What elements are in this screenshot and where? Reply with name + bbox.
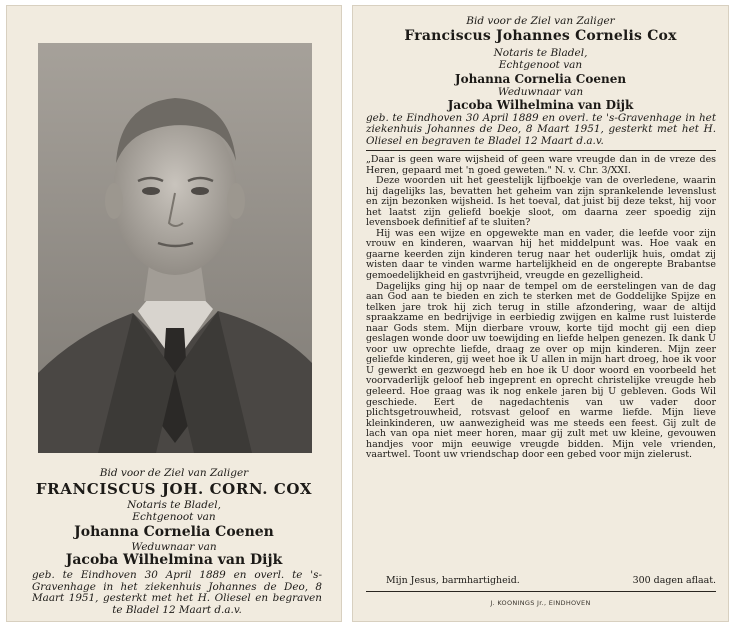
indulgence-text: 300 dagen aflaat. bbox=[632, 575, 716, 586]
deceased-name: FRANCISCUS JOH. CORN. COX bbox=[35, 480, 313, 498]
deceased-name: Franciscus Johannes Cornelis Cox bbox=[404, 28, 677, 44]
birth-death-text: geb. te Eindhoven 30 April 1889 en overl. te 's-Gravenhage in het ziekenhuis Johannes de Deo, 8 Maart 1951, gesterkt met het H. Oliesel en begraven te Bladel 12 Maart d.a.v. bbox=[32, 569, 322, 616]
spouse-name: Johanna Cornelia Coenen bbox=[74, 524, 274, 540]
paragraph: Hij was een wijze en opgewekte man en vader, die leefde voor zijn vrouw en kinderen, waarvan hij het middelpunt was. Hoe vaak en gaarne keerden zijn kinderen terug naar het ouderlijk huis, omdat zij wisten daar te vinden warme hartelijkheid en de ongerepte Brabantse gemoedelijkheid en gastvrijheid, vreugde en gezelligheid. bbox=[366, 227, 716, 282]
spouse-name: Johanna Cornelia Coenen bbox=[454, 72, 627, 86]
first-wife-name: Jacoba Wilhelmina van Dijk bbox=[447, 98, 634, 112]
paragraph: Deze woorden uit het geestelijk lijfboekje van de overledene, waarin hij dagelijks las, bevatten het geheim van zijn sprankelende levenslust en zijn bezonken wijsheid. Is het toeval, dat juist bij deze tekst, hij voor het laatst zijn geliefd boekje sloot, om daarna zeer spoedig zijn levensboek definitief af te sluiten? bbox=[366, 175, 716, 229]
occupation: Notaris te Bladel, bbox=[127, 499, 221, 511]
portrait-photo bbox=[38, 43, 312, 453]
birth-death-text: geb. te Eindhoven 30 April 1889 en overl. te 's-Gravenhage in het ziekenhuis Johannes de Deo, 8 Maart 1951, gesterkt met het H. Oliesel en begraven te Bladel 12 Maart d.a.v. bbox=[366, 112, 716, 147]
paragraph: Dagelijks ging hij op naar de tempel om de eerstelingen van de dag aan God aan te bieden en zich te sterken met de Goddelijke Spijze en telken jare trok hij zich terug in stille afzondering, waar de altijd spraakzame en bedrijvige in eerbiedig zwijgen en kalme rust luisterde naar Gods stem. Mijn dierbare vrouw, korte tijd mocht gij een diep geslagen wonde door uw toewijding en liefde helpen genezen. Ik dank U voor uw oprechte liefde, draag ze over op mijn kinderen. Mijn zeer geliefde kinderen, gij weet hoe ik U allen in mijn hart droeg, hoe ik voor U gewerkt en gezwoegd heb en hoe ik U door woord en voorbeeld het voorvaderlijk geloof heb ingeprent en oprecht christelijke vreugde heb geleerd. Hoe graag was ik nog enkele jaren bij U gebleven. Gods Wil geschiede. Eert de nagedachtenis van uw vader door plichtsgetrouwheid, rotsvast geloof en warme liefde. Mijn lieve kleinkinderen, uw aanwezigheid was me steeds een feest. Gij zult de lach van opa niet meer horen, maar gij zult met uw kleine, gevouwen handjes voor mijn eeuwige vreugde bidden. Mijn vele vrienden, vaartwel. Toont uw vriendschap door een gebed voor mijn zielerust. bbox=[366, 280, 716, 461]
prayer-line: Bid voor de Ziel van Zaliger bbox=[466, 15, 615, 27]
divider bbox=[366, 591, 716, 592]
divider bbox=[366, 150, 716, 151]
memorial-card-back bbox=[352, 5, 729, 622]
bible-quote: „Daar is geen ware wijsheid of geen ware vreugde dan in de vreze des Heren, gepaard met 'n goed geweten." N. v. Chr. 3/XXI. bbox=[366, 154, 716, 176]
spouse-label: Echtgenoot van bbox=[132, 511, 216, 523]
closing-prayer: Mijn Jesus, barmhartigheid. bbox=[386, 575, 520, 586]
prayer-line: Bid voor de Ziel van Zaliger bbox=[99, 467, 249, 479]
spouse-label: Echtgenoot van bbox=[498, 59, 583, 71]
printer-credit: J. KOONINGS Jr., EINDHOVEN bbox=[490, 599, 591, 607]
memorial-card-front bbox=[6, 5, 342, 622]
first-wife-name: Jacoba Wilhelmina van Dijk bbox=[65, 552, 283, 568]
memorial-text bbox=[366, 155, 716, 461]
occupation: Notaris te Bladel, bbox=[493, 47, 588, 59]
widower-label: Weduwnaar van bbox=[131, 541, 217, 553]
widower-label: Weduwnaar van bbox=[497, 86, 584, 98]
